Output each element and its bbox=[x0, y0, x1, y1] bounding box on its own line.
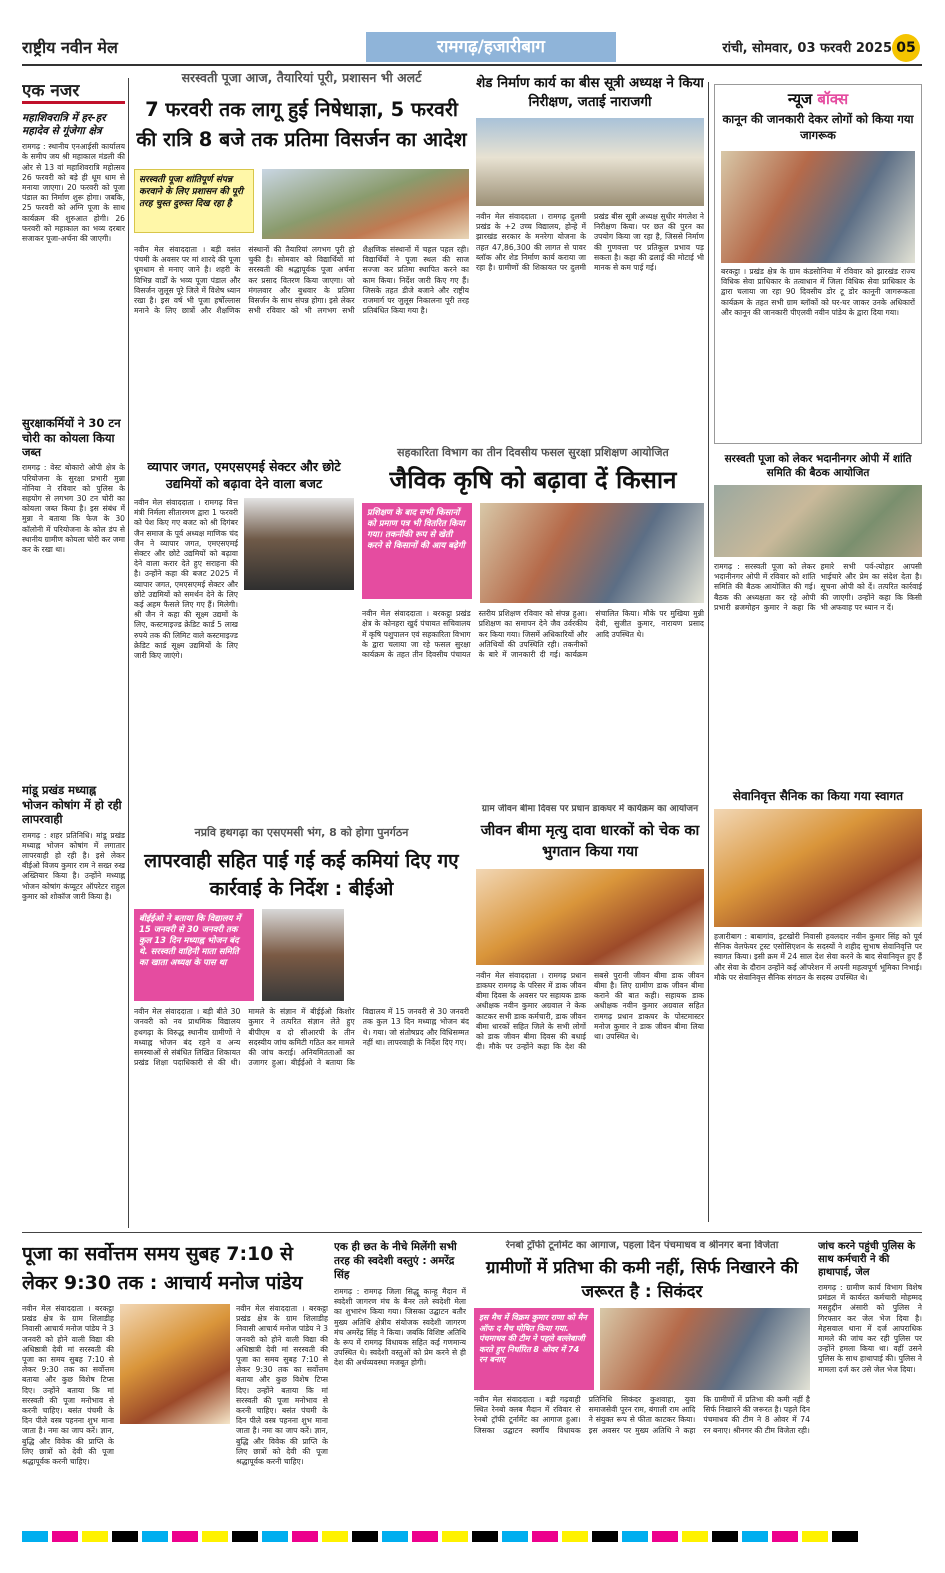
ek-nazar-column bbox=[22, 78, 125, 1228]
news-box bbox=[714, 84, 922, 444]
shanti-body: रामगढ़ : सरस्वती पूजा को लेकर भदानीनगर ओपी में रविवार को शांति समिति की बैठक आयोजित की गई। बैठक की अध्यक्षता कर रहे ओपी प्रभारी ब्रजमोहन कुमार ने कहा कि हमारे सभी पर्व-त्योहार आपसी भाईचारे और प्रेम का संदेश देता है। सूचना ओपी को दें। तत्परित कार्रवाई की जाएगी। उन्होंने कहा कि किसी भी अफवाह पर ध्यान न दें। bbox=[714, 562, 922, 612]
brief-headline: सुरक्षाकर्मियों ने 30 टन चोरी का कोयला किया जब्त bbox=[22, 416, 121, 459]
brief-body: रामगढ़ : वेस्ट बोकारो ओपी क्षेत्र के परियोजना के सुरक्षा प्रभारी मुन्ना नोनिया ने रविवार को पुलिस के सहयोग से लगभग 30 टन चोरी का कोयला जब्त किया है। इस संबंध में मुन्ना ने बताया कि फेज के 30 कॉलोनी में परियोजना के कोल डंप से स्थानीय ग्रामीण कोयला चोरी कर जमा कर के रखा था। bbox=[22, 463, 125, 554]
krishi-photo bbox=[480, 503, 704, 603]
bima-headline: जीवन बीमा मृत्यु दावा धारकों को चेक का भुगतान किया गया bbox=[480, 822, 700, 860]
news-box-photo bbox=[721, 151, 915, 263]
brief-body: रामगढ़ : शहर प्रतिनिधि। मांडू प्रखंड मध्याह्न भोजन कोषांग में लगातार लापरवाही हो रही है। इसे लेकर बीईओ विजय कुमार राम ने सख्त रुख अख्तियार किया है। उन्होंने मध्याह्न भोजन कोषांग कंप्यूटर ऑपरेटर राहुल कुमार को शोकॉज जारी किया है। bbox=[22, 830, 125, 901]
lead-body: नवीन मेल संवाददाता । बड़ी वसंत पंचमी के अवसर पर मां शारदे की पूजा धूमधाम से मनाए जाने है। शहरी के विभिन्न वार्डों के भव्य पूजा पंडाल और विसर्जन जुलूस पूरे जिले में विशेष ध्यान रखा है। इस वर्ष भी पूजा हर्षोल्लास मनाने के लिए छात्रों और शैक्षणिक संस्थानों की तैयारियां लगभग पूरी हो चुकी है। सोमवार को विद्यार्थियों मां सरस्वती की श्रद्धापूर्वक पूजा अर्चना कर प्रसाद वितरण किया जाएगा। जो मंगलवार और बुधवार के प्रतिमा विसर्जन के साथ संपन्न होगा। इसे लेकर सभी रविवार को भी लगभग सभी शैक्षणिक संस्थानों में चहल पहल रही। विद्यार्थियों ने पूजा स्थल की साज सज्जा कर प्रतिमा स्थापित करने का काम किया। निर्देश जारी किए गए हैं। जिसके तहत डीजे बजाने और राष्ट्रीय राजमार्ग पर जुलूस निकालना पूरी तरह प्रतिबंधित किया गया है। bbox=[134, 245, 469, 316]
manoj-story bbox=[22, 1240, 328, 1522]
bima-photo bbox=[476, 869, 704, 965]
rainbow-headline: ग्रामीणों में प्रतिभा की कमी नहीं, सिर्फ निखारने की जरूरत है : सिकंदर bbox=[485, 1258, 799, 1302]
lead-kicker: सरस्वती पूजा आज, तैयारियां पूरी, प्रशासन भी अलर्ट bbox=[181, 70, 422, 85]
business-headline: व्यापार जगत, एमएसएमई सेक्टर और छोटे उद्यमियों को बढ़ावा देने वाला बजट bbox=[147, 459, 341, 491]
masthead bbox=[22, 30, 922, 66]
beeo-headline: लापरवाही सहित पाई गई कई कमियां दिए गए कार्रवाई के निर्देश : बीईओ bbox=[144, 850, 459, 901]
krishi-quote-box: प्रशिक्षण के बाद सभी किसानों को प्रमाण पत्र भी वितरित किया गया। तकनीकी रूप से खेती करने से किसानों की आय बढ़ेगी bbox=[362, 503, 472, 599]
shanti-photo bbox=[714, 485, 922, 557]
news-box-headline: कानून की जानकारी देकर लोगों को किया गया जागरूक bbox=[722, 112, 914, 142]
beeo-body: नवीन मेल संवाददाता । बड़ी बीते 30 जनवरी को नव प्राथमिक विद्यालय हथगढ़ा के विरुद्ध स्थानीय ग्रामीणों ने मध्याह्न भोजन बंद रहने व अन्य समस्याओं से संबंधित लिखित शिकायत प्रखंड शिक्षा पदाधिकारी से की थी। मामले के संज्ञान में बीईईओ किशोर कुमार ने तत्परित संज्ञान लेते हुए बीपीएम व दो सीआरपी के तीन सदस्यीय जांच कमिटी गठित कर मामले की जांच कराई। अनियमितताओं का उजागर हुआ। बीईईओ ने बताया कि विद्यालय में 15 जनवरी से 30 जनवरी तक कुल 13 दिन मध्याह्न भोजन बंद थे। गया। जो संतोषप्रद और विधिसम्मत नहीं था। लापरवाही के निर्देश दिए गए। bbox=[134, 1007, 469, 1068]
rainbow-photo bbox=[600, 1308, 810, 1390]
jail-story bbox=[818, 1240, 922, 1522]
cmyk-registration-strip-icon bbox=[22, 1528, 922, 1542]
section-divider bbox=[22, 1232, 922, 1233]
shed-story bbox=[476, 74, 704, 448]
section-band: रामगढ़/हजारीबाग bbox=[366, 32, 616, 62]
rainbow-body: नवीन मेल संवाददाता । बड़ी गढ़वाही स्थित रेनबो क्लब मैदान में रविवार से रेनबो ट्रॉफी टूर्नामेंट का आगाज हुआ। जिसका उद्घाटन स्वर्गीय विधायक प्रतिनिधि सिकंदर कुशवाहा, युवा समाजसेवी पूरन राम, बंगाली राम आदि ने संयुक्त रूप से फीता काटकर किया। इस अवसर पर मुख्य अतिथि ने कहा कि ग्रामीणों में प्रतिभा की कमी नहीं है सिर्फ निखारने की जरूरत है। पहले दिन पंचमाधव की टीम ने 8 ओवर में 74 रन बनाए। श्रीनगर की टीम विजेता रही। bbox=[474, 1395, 810, 1435]
manoj-body: नवीन मेल संवाददाता । बरकट्ठा प्रखंड क्षेत्र के ग्राम शिलाडीह निवासी आचार्य मनोज पांडेय ने 3 जनवरी को होने वाली विद्या की अधिष्ठात्री देवी मां सरस्वती की पूजा का समय सुबह 7:10 से लेकर 9:30 तक का सर्वोत्तम बताया और कुछ विशेष टिप्स दिए। उन्होंने बताया कि मां सरस्वती की पूजा मनोभाव से करनी चाहिए। बसंत पंचमी के दिन पीले वस्त्र पहनना शुभ माना जाता है। नमः का जाप करें। ज्ञान, बुद्धि और विवेक की प्राप्ति के लिए छात्रों को देवी की पूजा श्रद्धापूर्वक करनी चाहिए। bbox=[22, 1304, 114, 1467]
lead-photo-temple bbox=[262, 169, 469, 239]
shed-body: नवीन मेल संवाददाता । रामगढ़ दुलमी प्रखंड के +2 उच्च विद्यालय, होन्हे में झारखंड सरकार के मनरेगा योजना के तहत 47,86,300 की लागत से पावर ब्लॉक और शेड निर्माण कार्य कराया जा रहा है। ग्रामीणों की शिकायत पर दुलमी प्रखंड बीस सूत्री अध्यक्ष सुधीर मंगलेश ने निरीक्षण किया। पर छत की पुरन का उपयोग किया जा रहा है, जिससे निर्माण की गुणवत्ता पर प्रतिकूल प्रभाव पड़ सकता है। कहा की ढलाई की मोटाई भी मानक से कम पाई गई। bbox=[476, 212, 704, 273]
swadeshi-headline: एक ही छत के नीचे मिलेंगी सभी तरह की स्वदेशी वस्तुएं : अमरेंद्र सिंह bbox=[334, 1241, 457, 1281]
paper-logo: राष्ट्रीय नवीन मेल bbox=[22, 38, 118, 57]
shanti-headline: सरस्वती पूजा को लेकर भदानीनगर ओपी में शांति समिति की बैठक आयोजित bbox=[724, 453, 912, 479]
column-divider bbox=[708, 82, 709, 1222]
shed-headline: शेड निर्माण कार्य का बीस सूत्री अध्यक्ष ने किया निरीक्षण, जताई नाराजगी bbox=[476, 75, 704, 110]
shanti-story bbox=[714, 452, 922, 782]
brief-body: रामगढ़ : स्थानीय एनआईसी कार्यालय के समीप जय श्री महाकाल मंडली की ओर से 13 वां महाशिवरात्रि महोत्सव 26 फरवरी को बड़े ही धूम धाम से मनाया जाएगा। 20 फरवरी को पूजा पंडाल का निर्माण शुरू होगा। जबकि, 25 फरवरी को अग्नि पूजा के साथ कार्यक्रम की शुरुआत होगी। 26 फरवरी को महाकाल का भव्य दरबार सजाकर पूजा-अर्चना की जाएगी। bbox=[22, 142, 125, 244]
bima-story bbox=[476, 804, 704, 1226]
jail-body: रामगढ़ : ग्रामीण कार्य विभाग विशेष प्रमंडल में कार्यरत कर्मचारी मोहम्मद मसहुद्दीन अंसारी को पुलिस ने गिरफ्तार कर जेल भेज दिया है। मेहसवाल थाना में दर्ज आपराधिक मामले की जांच कर रही पुलिस पर उन्होंने हमला किया था। वहीं उसने पुलिस के साथ हाथापाई की। पुलिस ने मामला दर्ज कर उसे जेल भेज दिया। bbox=[818, 1283, 922, 1374]
page-number: 05 bbox=[892, 34, 920, 62]
brief-headline: मांडू प्रखंड मध्याह्न भोजन कोषांग में हो रही लापरवाही bbox=[22, 783, 122, 827]
column-divider bbox=[128, 78, 129, 1228]
swadeshi-body: रामगढ़ : रामगढ़ जिला सिद्धू कान्हू मैदान में स्वदेशी जागरण मंच के बैनर तले स्वदेशी मेला का शुभारंभ किया गया। जिसका उद्घाटन बतौर मुख्य अतिथि क्षेत्रीय संयोजक स्वदेशी जागरण मंच अमरेंद्र सिंह ने किया। जबकि विशिष्ट अतिथि के रूप में रामगढ़ विधायक सहित कई गणमान्य उपस्थित थे। स्वदेशी वस्तुओं को प्रेम करने से ही देश की अर्थव्यवस्था मजबूत होगी। bbox=[334, 1287, 466, 1368]
rainbow-quote-box: इस मैच में विक्रम कुमार राणा को मैन ऑफ द मैच घोषित किया गया. पंचमाधव की टीम ने पहले बल्लेबाजी करते हुए निर्धारित 8 ओवर में 74 रन बनाए bbox=[474, 1308, 594, 1390]
sainik-story bbox=[714, 788, 922, 1218]
bima-body: नवीन मेल संवाददाता । रामगढ़ प्रधान डाकघर रामगढ़ के परिसर में डाक जीवन बीमा दिवस के अवसर पर सहायक डाक अधीक्षक नवीन कुमार अग्रवाल ने केक काटकर सभी डाक कर्मचारी, डाक जीवन बीमा धारकों सहित जिले के सभी लोगों को डाक जीवन बीमा दिवस की बधाई दी। मौके पर उन्होंने कहा कि देश की सबसे पुरानी जीवन बीमा डाक जीवन बीमा है। लिए ग्रामीण डाक जीवन बीमा कराने की बात कही। सहायक डाक अधीक्षक नवीन कुमार अग्रवाल सहित रामगढ़ प्रधान डाकघर के पोस्टमास्टर मनोज कुमार ने डाक जीवन बीमा लिया था। उपस्थित थे। bbox=[476, 970, 704, 1052]
manoj-headline: पूजा का सर्वोत्तम समय सुबह 7:10 से लेकर 9:30 तक : आचार्य मनोज पांडेय bbox=[22, 1243, 303, 1294]
shed-photo bbox=[476, 118, 704, 206]
sainik-headline: सेवानिवृत्त सैनिक का किया गया स्वागत bbox=[732, 789, 904, 803]
business-story bbox=[134, 458, 354, 818]
sainik-photo bbox=[714, 809, 922, 927]
rainbow-story bbox=[474, 1240, 810, 1522]
krishi-kicker: सहकारिता विभाग का तीन दिवसीय फसल सुरक्षा प्रशिक्षण आयोजित bbox=[397, 446, 669, 459]
ek-nazar-title: एक नजर bbox=[22, 78, 125, 104]
beeo-portrait bbox=[262, 909, 344, 1001]
lead-quote-box: सरस्वती पूजा शांतिपूर्ण संपन्न करवाने के लिए प्रशासन की पूरी तरह चुस्त दुरुस्त दिख रहा है bbox=[134, 169, 254, 233]
news-box-label: न्यूज बॉक्स bbox=[787, 90, 849, 108]
swadeshi-story bbox=[334, 1240, 466, 1522]
beeo-kicker: नप्रवि हथगढ़ा का एसएमसी भंग, 8 को होगा पुनर्गठन bbox=[194, 826, 409, 839]
jail-headline: जांच करने पहुंची पुलिस के साथ कर्मचारी ने की हाथापाई, जेल bbox=[818, 1241, 916, 1278]
krishi-body: नवीन मेल संवाददाता । बरकट्ठा प्रखंड क्षेत्र के कोनहरा खुर्द पंचायत सचिवालय में कृषि पशुपालन एवं सहकारिता विभाग के द्वारा चलाया जा रहे फसल सुरक्षा कार्यक्रम के तहत तीन दिवसीय पंचायत स्तरीय प्रशिक्षण रविवार को संपन्न हुआ। प्रशिक्षण का समापन देने जैव उर्वरकीय कर किया गया। जिसमें अधिकारियों और अतिथियों की उपस्थिति रही। तकनीकों के बारे में जानकारी दी गई। कार्यक्रम संचालित किया। मौके पर मुखिया मुन्नी देवी, सुजीत कुमार, नारायण प्रसाद आदि उपस्थित थे। bbox=[362, 609, 704, 659]
sainik-body: हजारीबाग : बाबागांव, इटखोरी निवासी हवलदार नवीन कुमार सिंह को पूर्व सैनिक वेलफेयर ट्रस्ट एसोसिएशन के सदस्यों ने शहीद सुभाष सेवानिवृत्ति पर स्वागत किया। इसी क्रम में 24 साल देश सेवा करने के बाद सेवानिवृत्त हुए हैं और सेवा के दौरान उन्होंने कई ऑपरेशन में अपनी महत्वपूर्ण भूमिका निभाई। मौके पर सेवानिवृत्त सैनिक संगठन के सदस्य उपस्थित थे। bbox=[714, 932, 922, 982]
saraswati-photo bbox=[120, 1304, 230, 1424]
manoj-body-2: नवीन मेल संवाददाता । बरकट्ठा प्रखंड क्षेत्र के ग्राम शिलाडीह निवासी आचार्य मनोज पांडेय ने 3 जनवरी को होने वाली विद्या की अधिष्ठात्री देवी मां सरस्वती की पूजा का समय सुबह 7:10 से लेकर 9:30 तक का सर्वोत्तम बताया और कुछ विशेष टिप्स दिए। उन्होंने बताया कि मां सरस्वती की पूजा मनोभाव से करनी चाहिए। बसंत पंचमी के दिन पीले वस्त्र पहनना शुभ माना जाता है। नमः का जाप करें। ज्ञान, बुद्धि और विवेक की प्राप्ति के लिए छात्रों को देवी की पूजा श्रद्धापूर्वक करनी चाहिए। bbox=[236, 1304, 328, 1467]
business-body: नवीन मेल संवाददाता । रामगढ़ वित्त मंत्री निर्मला सीतारमण द्वारा 1 फरवरी को पेश किए गए बजट को श्री दिगंबर जैन समाज के पूर्व अध्यक्ष माणिक चंद जैन ने व्यापार जगत, एमएसएमई सेक्टर और छोटे उद्यमियों को बढ़ावा देने वाला करार देते हुए सराहना की है। उन्होंने कहा की बजट 2025 में व्यापार जगत, एमएसएमई सेक्टर और छोटे उद्यमियों को समर्थन देने के लिए कई अहम फैसले लिए गए हैं। मिलेगी। श्री जैन ने कहा की सूक्ष्म उद्यमों के लिए, कस्टमाइज्ड क्रेडिट कार्ड 5 लाख रुपये तक की लिमिट वाले कस्टमाइज्ड क्रेडिट कार्ड सूक्ष्म उद्यमियों के लिए जारी किए जाएंगे। bbox=[134, 498, 238, 661]
business-portrait bbox=[244, 498, 354, 590]
krishi-story bbox=[362, 446, 704, 800]
bima-kicker: ग्राम जीवन बीमा दिवस पर प्रधान डाकघर में कार्यक्रम का आयोजन bbox=[481, 804, 699, 814]
beeo-quote-box: बीईईओ ने बताया कि विद्यालय में 15 जनवरी से 30 जनवरी तक कुल 13 दिन मध्याह्न भोजन बंद थे. सरस्वती वाहिनी माता समिति का खाता अध्यक्ष के पास था bbox=[134, 909, 254, 1001]
krishi-headline: जैविक कृषि को बढ़ावा दें किसान bbox=[389, 466, 677, 495]
lead-headline: 7 फरवरी तक लागू हुई निषेधाज्ञा, 5 फरवरी की रात्रि 8 बजे तक प्रतिमा विसर्जन का आदेश bbox=[136, 98, 467, 151]
dateline: रांची, सोमवार, 03 फरवरी 2025 bbox=[722, 41, 892, 56]
news-box-body: बरकट्ठा । प्रखंड क्षेत्र के ग्राम कंडसोनिया में रविवार को झारखंड राज्य विधिक सेवा प्राधिकार के तत्वाधान में जिला विधिक सेवा प्राधिकार के द्वारा चलाया जा रहा 90 दिवसीय डोर टू डोर कानूनी जागरूकता कार्यक्रम के तहत सभी ग्राम ब्लॉकों को घर-घर जाकर उनके अधिकारों और कानून की जानकारी पीएलवी नवीन पांडेय के द्वारा दिया गया। bbox=[721, 267, 915, 317]
lead-story bbox=[134, 70, 469, 450]
rainbow-kicker: रेनबो ट्रॉफी टूर्नामेंट का आगाज, पहला दिन पंचमाधव व श्रीनगर बना विजेता bbox=[505, 1240, 779, 1251]
beeo-story bbox=[134, 826, 469, 1226]
brief-headline: महाशिवरात्रि में हर-हर महादेव से गूंजेगा क्षेत्र bbox=[22, 112, 106, 138]
